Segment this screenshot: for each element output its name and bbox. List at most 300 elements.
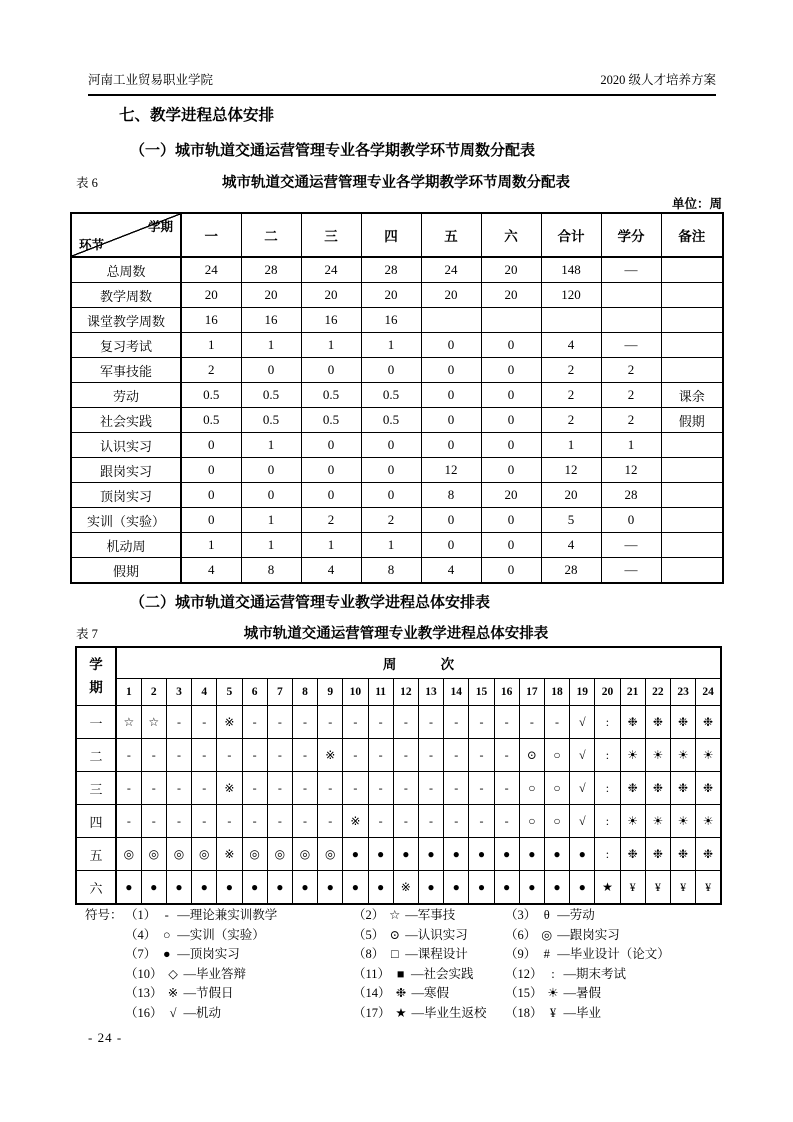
table6-cell: 0 bbox=[481, 333, 541, 358]
week-cell: ○ bbox=[544, 805, 569, 838]
table6-cell: 0 bbox=[361, 458, 421, 483]
table6-cell bbox=[661, 283, 723, 308]
week-cell: - bbox=[418, 805, 443, 838]
table6-row-label: 社会实践 bbox=[71, 408, 181, 433]
legend-item-text: —认识实习 bbox=[405, 927, 468, 942]
week-cell: : bbox=[595, 838, 620, 871]
table6-cell: 0 bbox=[181, 433, 241, 458]
table6-cell: 1 bbox=[181, 533, 241, 558]
week-cell: - bbox=[116, 805, 141, 838]
week-cell: - bbox=[192, 805, 217, 838]
week-cell: ◎ bbox=[116, 838, 141, 871]
week-number-cell: 3 bbox=[166, 679, 191, 706]
week-cell: ● bbox=[242, 871, 267, 905]
week-number-cell: 4 bbox=[192, 679, 217, 706]
week-cell: ◎ bbox=[318, 838, 343, 871]
legend-row bbox=[85, 926, 725, 946]
week-cell: ● bbox=[217, 871, 242, 905]
week-cell: ❉ bbox=[645, 772, 670, 805]
table7-row bbox=[76, 706, 721, 739]
week-number-cell: 2 bbox=[141, 679, 166, 706]
table6-cell: 0 bbox=[361, 358, 421, 383]
week-cell: ● bbox=[292, 871, 317, 905]
legend-item-symbol: ※ bbox=[167, 986, 179, 1000]
week-cell: - bbox=[292, 772, 317, 805]
table6-cell: 0 bbox=[241, 458, 301, 483]
legend-item bbox=[353, 906, 505, 926]
legend-item-text: —社会实践 bbox=[411, 966, 474, 981]
legend-item-text: —寒假 bbox=[411, 986, 450, 1000]
table6-header-row bbox=[71, 213, 723, 257]
table6-row bbox=[71, 333, 723, 358]
week-cell: ● bbox=[494, 871, 519, 905]
table7-row bbox=[76, 739, 721, 772]
table6-cell: 20 bbox=[481, 283, 541, 308]
week-cell: ¥ bbox=[620, 871, 645, 905]
table6-column-header: 备注 bbox=[661, 213, 723, 257]
week-cell: - bbox=[494, 805, 519, 838]
table6-row-label: 劳动 bbox=[71, 383, 181, 408]
week-cell: - bbox=[469, 706, 494, 739]
week-cell: ☀ bbox=[645, 739, 670, 772]
week-cell: ※ bbox=[393, 871, 418, 905]
week-cell: - bbox=[242, 805, 267, 838]
week-cell: - bbox=[217, 739, 242, 772]
table6-cell bbox=[421, 308, 481, 333]
legend-item bbox=[353, 965, 505, 985]
legend-row bbox=[85, 906, 725, 926]
week-cell: √ bbox=[570, 772, 595, 805]
week-cell: ● bbox=[116, 871, 141, 905]
week-cell: ☀ bbox=[670, 805, 695, 838]
legend-item-text: —劳动 bbox=[557, 908, 595, 922]
table6-row-label: 跟岗实习 bbox=[71, 458, 181, 483]
table6-cell: 5 bbox=[541, 508, 601, 533]
week-cell: ◎ bbox=[141, 838, 166, 871]
table6-cell bbox=[661, 308, 723, 333]
week-cell: ☀ bbox=[696, 805, 721, 838]
table6-column-header: 学分 bbox=[601, 213, 661, 257]
table6-cell: — bbox=[601, 558, 661, 584]
legend-item-number: （6） bbox=[505, 927, 537, 942]
week-cell: ※ bbox=[217, 838, 242, 871]
week-cell: ❉ bbox=[670, 706, 695, 739]
table6-cell bbox=[541, 308, 601, 333]
legend-item bbox=[505, 906, 725, 926]
symbol-legend bbox=[85, 906, 725, 1023]
legend-item-symbol: ⊙ bbox=[389, 927, 400, 942]
week-number-cell: 18 bbox=[544, 679, 569, 706]
legend-prefix: 符号： bbox=[85, 908, 123, 922]
table6 bbox=[70, 212, 724, 584]
week-cell: - bbox=[418, 706, 443, 739]
week-number-cell: 11 bbox=[368, 679, 393, 706]
table6-cell: — bbox=[601, 333, 661, 358]
legend-item-number: （14） bbox=[353, 986, 391, 1000]
legend-item-symbol: ☀ bbox=[547, 986, 559, 1000]
week-cell: - bbox=[469, 739, 494, 772]
week-cell: - bbox=[368, 772, 393, 805]
week-cell: ● bbox=[166, 871, 191, 905]
week-cell: - bbox=[242, 772, 267, 805]
legend-item-text: —毕业生返校 bbox=[411, 1005, 487, 1020]
week-cell: - bbox=[166, 739, 191, 772]
week-cell: - bbox=[444, 772, 469, 805]
table6-cell: 4 bbox=[301, 558, 361, 584]
table6-cell: 0 bbox=[601, 508, 661, 533]
table6-cell: 12 bbox=[421, 458, 481, 483]
week-cell: - bbox=[368, 739, 393, 772]
header-left-text: 河南工业贸易职业学院 bbox=[88, 73, 214, 87]
week-cell: - bbox=[343, 772, 368, 805]
table6-cell: 16 bbox=[361, 308, 421, 333]
week-cell: ● bbox=[570, 871, 595, 905]
week-cell: - bbox=[418, 739, 443, 772]
table6-cell: 4 bbox=[181, 558, 241, 584]
week-cell: √ bbox=[570, 739, 595, 772]
week-cell: ● bbox=[343, 838, 368, 871]
table6-cell: 0 bbox=[181, 483, 241, 508]
week-number-cell: 23 bbox=[670, 679, 695, 706]
table6-cell: 0 bbox=[181, 458, 241, 483]
week-cell: ● bbox=[469, 871, 494, 905]
table6-cell: 20 bbox=[181, 283, 241, 308]
week-cell: - bbox=[494, 739, 519, 772]
week-cell: ● bbox=[393, 838, 418, 871]
week-cell: ○ bbox=[519, 805, 544, 838]
table6-row-label: 实训（实验） bbox=[71, 508, 181, 533]
week-cell: ● bbox=[469, 838, 494, 871]
week-cell: ☆ bbox=[116, 706, 141, 739]
table6-cell: 0.5 bbox=[241, 383, 301, 408]
week-cell: ⊙ bbox=[519, 739, 544, 772]
legend-prefix bbox=[85, 984, 125, 1004]
legend-item-text: —暑假 bbox=[563, 986, 602, 1000]
week-cell: ● bbox=[343, 871, 368, 905]
legend-item bbox=[125, 926, 353, 946]
table6-cell bbox=[661, 458, 723, 483]
table6-cell bbox=[481, 308, 541, 333]
legend-item-symbol: ■ bbox=[396, 966, 405, 981]
week-cell: ❉ bbox=[620, 838, 645, 871]
table6-cell: 0 bbox=[481, 433, 541, 458]
table7-body bbox=[76, 706, 721, 905]
table6-cell: 4 bbox=[541, 533, 601, 558]
table6-corner-cell bbox=[71, 213, 181, 257]
legend-item-symbol: : bbox=[551, 966, 555, 981]
table6-body bbox=[71, 257, 723, 583]
week-cell: : bbox=[595, 739, 620, 772]
week-cell: - bbox=[368, 805, 393, 838]
legend-item-symbol: ◎ bbox=[541, 927, 553, 942]
table6-cell: 0 bbox=[181, 508, 241, 533]
week-cell: - bbox=[166, 706, 191, 739]
table6-cell: 16 bbox=[241, 308, 301, 333]
table6-label: 表 6 bbox=[76, 176, 98, 190]
table7-header-row bbox=[76, 647, 721, 679]
table6-row-label: 教学周数 bbox=[71, 283, 181, 308]
legend-item-symbol: √ bbox=[169, 1005, 177, 1020]
legend-item-text: —跟岗实习 bbox=[557, 927, 620, 942]
legend-item-text: —节假日 bbox=[183, 986, 234, 1000]
week-cell: - bbox=[393, 706, 418, 739]
legend-item-number: （10） bbox=[125, 966, 163, 981]
legend-item-number: （8） bbox=[353, 947, 385, 961]
table6-cell: — bbox=[601, 257, 661, 283]
week-cell: - bbox=[469, 772, 494, 805]
table6-cell: 0 bbox=[421, 333, 481, 358]
week-cell: - bbox=[292, 706, 317, 739]
table7-row bbox=[76, 871, 721, 905]
week-cell: - bbox=[141, 772, 166, 805]
table6-row bbox=[71, 358, 723, 383]
week-cell: - bbox=[192, 739, 217, 772]
legend-item-number: （17） bbox=[353, 1005, 391, 1020]
week-cell: ● bbox=[570, 838, 595, 871]
legend-item-symbol: ¥ bbox=[549, 1005, 557, 1020]
week-cell: ◎ bbox=[166, 838, 191, 871]
week-cell: ☆ bbox=[141, 706, 166, 739]
table6-cell: 20 bbox=[301, 283, 361, 308]
header-right-text: 2020 级人才培养方案 bbox=[600, 73, 716, 87]
week-cell: ● bbox=[368, 838, 393, 871]
week-cell: ● bbox=[444, 871, 469, 905]
page-number: - 24 - bbox=[88, 1030, 123, 1045]
legend-prefix bbox=[85, 945, 125, 965]
table6-cell: 28 bbox=[361, 257, 421, 283]
table6-cell: 2 bbox=[601, 383, 661, 408]
table6-cell: 0 bbox=[481, 383, 541, 408]
week-number-cell: 15 bbox=[469, 679, 494, 706]
document-header bbox=[88, 70, 716, 96]
table6-cell: 0 bbox=[301, 433, 361, 458]
week-cell: ● bbox=[368, 871, 393, 905]
legend-item bbox=[505, 945, 725, 965]
legend-item-text: —机动 bbox=[183, 1005, 222, 1020]
week-cell: ☀ bbox=[620, 805, 645, 838]
table6-column-header: 合计 bbox=[541, 213, 601, 257]
legend-item-number: （1） bbox=[125, 908, 157, 922]
table7-caption bbox=[70, 622, 722, 643]
semester-row-label: 五 bbox=[76, 838, 116, 871]
week-number-cell: 13 bbox=[418, 679, 443, 706]
legend-prefix bbox=[85, 926, 125, 946]
table7-title: 城市轨道交通运营管理专业教学进程总体安排表 bbox=[243, 626, 549, 642]
legend-item-text: —毕业答辩 bbox=[183, 966, 247, 981]
table6-cell: 0 bbox=[421, 533, 481, 558]
table6-cell: 20 bbox=[361, 283, 421, 308]
week-cell: ※ bbox=[217, 706, 242, 739]
week-number-cell: 8 bbox=[292, 679, 317, 706]
legend-item bbox=[353, 926, 505, 946]
legend-item-symbol: θ bbox=[543, 908, 550, 922]
week-cell: ❉ bbox=[670, 838, 695, 871]
table6-cell bbox=[601, 308, 661, 333]
week-cell: ● bbox=[519, 871, 544, 905]
week-cell: - bbox=[469, 805, 494, 838]
week-number-cell: 17 bbox=[519, 679, 544, 706]
table6-cell: 2 bbox=[541, 383, 601, 408]
table6-cell bbox=[661, 558, 723, 584]
table6-row bbox=[71, 458, 723, 483]
table6-row-label: 假期 bbox=[71, 558, 181, 584]
table6-cell: 16 bbox=[181, 308, 241, 333]
table6-row-label: 认识实习 bbox=[71, 433, 181, 458]
week-cell: - bbox=[343, 739, 368, 772]
table6-cell: 0 bbox=[421, 508, 481, 533]
legend-prefix bbox=[85, 1004, 125, 1024]
week-number-cell: 24 bbox=[696, 679, 721, 706]
week-cell: ★ bbox=[595, 871, 620, 905]
week-cell: - bbox=[267, 739, 292, 772]
section-title: 七、教学进程总体安排 bbox=[119, 107, 275, 124]
week-cell: ● bbox=[267, 871, 292, 905]
week-cell: - bbox=[444, 739, 469, 772]
table6-row-label: 顶岗实习 bbox=[71, 483, 181, 508]
table6-cell: 1 bbox=[241, 333, 301, 358]
table6-cell: 20 bbox=[481, 483, 541, 508]
week-cell: - bbox=[494, 706, 519, 739]
table6-cell: 0 bbox=[421, 433, 481, 458]
table6-cell: 2 bbox=[301, 508, 361, 533]
table6-row bbox=[71, 257, 723, 283]
week-number-cell: 16 bbox=[494, 679, 519, 706]
week-cell: - bbox=[242, 706, 267, 739]
legend-item bbox=[125, 945, 353, 965]
week-number-cell: 12 bbox=[393, 679, 418, 706]
table6-cell: 0 bbox=[481, 458, 541, 483]
table6-cell: 假期 bbox=[661, 408, 723, 433]
legend-row bbox=[85, 984, 725, 1004]
table6-cell: 0.5 bbox=[361, 383, 421, 408]
week-cell: - bbox=[544, 706, 569, 739]
legend-item-text: —毕业设计（论文） bbox=[557, 947, 670, 961]
table6-cell: 1 bbox=[361, 533, 421, 558]
legend-row bbox=[85, 1004, 725, 1024]
table6-cell: 20 bbox=[481, 257, 541, 283]
week-cell: ● bbox=[544, 871, 569, 905]
table6-cell: 2 bbox=[601, 408, 661, 433]
week-cell: ◎ bbox=[292, 838, 317, 871]
table6-row-label: 课堂教学周数 bbox=[71, 308, 181, 333]
table6-cell: 0 bbox=[421, 408, 481, 433]
table6-cell: 0 bbox=[481, 533, 541, 558]
week-cell: ◎ bbox=[267, 838, 292, 871]
week-cell: : bbox=[595, 772, 620, 805]
legend-prefix bbox=[85, 965, 125, 985]
legend-item bbox=[125, 965, 353, 985]
week-cell: - bbox=[166, 805, 191, 838]
week-cell: - bbox=[292, 739, 317, 772]
legend-item-number: （16） bbox=[125, 1005, 163, 1020]
table6-cell: 20 bbox=[241, 283, 301, 308]
table6-cell: 1 bbox=[541, 433, 601, 458]
legend-row bbox=[85, 945, 725, 965]
table6-cell: 1 bbox=[241, 533, 301, 558]
table6-cell: 1 bbox=[301, 333, 361, 358]
table6-cell: 8 bbox=[361, 558, 421, 584]
week-cell: ◎ bbox=[192, 838, 217, 871]
table6-cell: 0 bbox=[421, 358, 481, 383]
table6-cell bbox=[661, 333, 723, 358]
week-cell: - bbox=[267, 772, 292, 805]
table6-cell: 2 bbox=[601, 358, 661, 383]
week-row-header: 周 次 bbox=[116, 647, 721, 679]
week-cell: ❉ bbox=[670, 772, 695, 805]
week-cell: ❉ bbox=[620, 772, 645, 805]
week-cell: - bbox=[242, 739, 267, 772]
week-cell: - bbox=[318, 772, 343, 805]
semester-row-label: 二 bbox=[76, 739, 116, 772]
week-cell: ¥ bbox=[670, 871, 695, 905]
table6-cell bbox=[661, 533, 723, 558]
week-cell: ¥ bbox=[645, 871, 670, 905]
week-number-cell: 5 bbox=[217, 679, 242, 706]
week-cell: - bbox=[318, 805, 343, 838]
week-number-cell: 19 bbox=[570, 679, 595, 706]
table6-title: 城市轨道交通运营管理专业各学期教学环节周数分配表 bbox=[222, 175, 570, 191]
corner-component-label: 环节 bbox=[79, 238, 105, 252]
week-cell: - bbox=[192, 706, 217, 739]
table6-cell: 20 bbox=[421, 283, 481, 308]
week-cell: ※ bbox=[318, 739, 343, 772]
table6-cell: 8 bbox=[421, 483, 481, 508]
legend-item bbox=[353, 945, 505, 965]
table6-cell: 0.5 bbox=[301, 383, 361, 408]
legend-item-text: —理论兼实训教学 bbox=[177, 908, 278, 922]
table6-cell: 2 bbox=[541, 358, 601, 383]
table6-caption bbox=[70, 171, 722, 192]
table6-row bbox=[71, 408, 723, 433]
week-cell: : bbox=[595, 706, 620, 739]
table6-cell bbox=[601, 283, 661, 308]
table6-cell: 4 bbox=[421, 558, 481, 584]
table6-cell: 148 bbox=[541, 257, 601, 283]
week-number-cell: 1 bbox=[116, 679, 141, 706]
table6-cell: 0 bbox=[301, 483, 361, 508]
legend-item bbox=[125, 1004, 353, 1024]
week-cell: ☀ bbox=[670, 739, 695, 772]
table6-cell bbox=[661, 483, 723, 508]
legend-item-text: —课程设计 bbox=[405, 947, 468, 961]
week-cell: ❉ bbox=[696, 706, 721, 739]
week-number-cell: 22 bbox=[645, 679, 670, 706]
legend-item-symbol: # bbox=[543, 947, 550, 961]
week-cell: ☀ bbox=[696, 739, 721, 772]
table6-cell: 4 bbox=[541, 333, 601, 358]
legend-item-symbol: ○ bbox=[162, 927, 171, 942]
week-cell: - bbox=[141, 739, 166, 772]
legend-item-symbol: ● bbox=[162, 947, 171, 961]
legend-item bbox=[505, 926, 725, 946]
week-number-cell: 6 bbox=[242, 679, 267, 706]
legend-item-symbol: ◇ bbox=[168, 966, 178, 981]
table6-cell: 0 bbox=[301, 358, 361, 383]
table6-cell: 0.5 bbox=[181, 383, 241, 408]
table6-row-label: 军事技能 bbox=[71, 358, 181, 383]
week-cell: ● bbox=[141, 871, 166, 905]
table7-row bbox=[76, 805, 721, 838]
table6-cell: 2 bbox=[181, 358, 241, 383]
week-cell: - bbox=[393, 772, 418, 805]
table6-cell: 0 bbox=[241, 358, 301, 383]
week-cell: ● bbox=[519, 838, 544, 871]
table6-cell: 12 bbox=[601, 458, 661, 483]
table6-cell: 120 bbox=[541, 283, 601, 308]
corner-semester-label: 学期 bbox=[147, 220, 173, 234]
table6-row bbox=[71, 308, 723, 333]
table6-cell: 0 bbox=[421, 383, 481, 408]
